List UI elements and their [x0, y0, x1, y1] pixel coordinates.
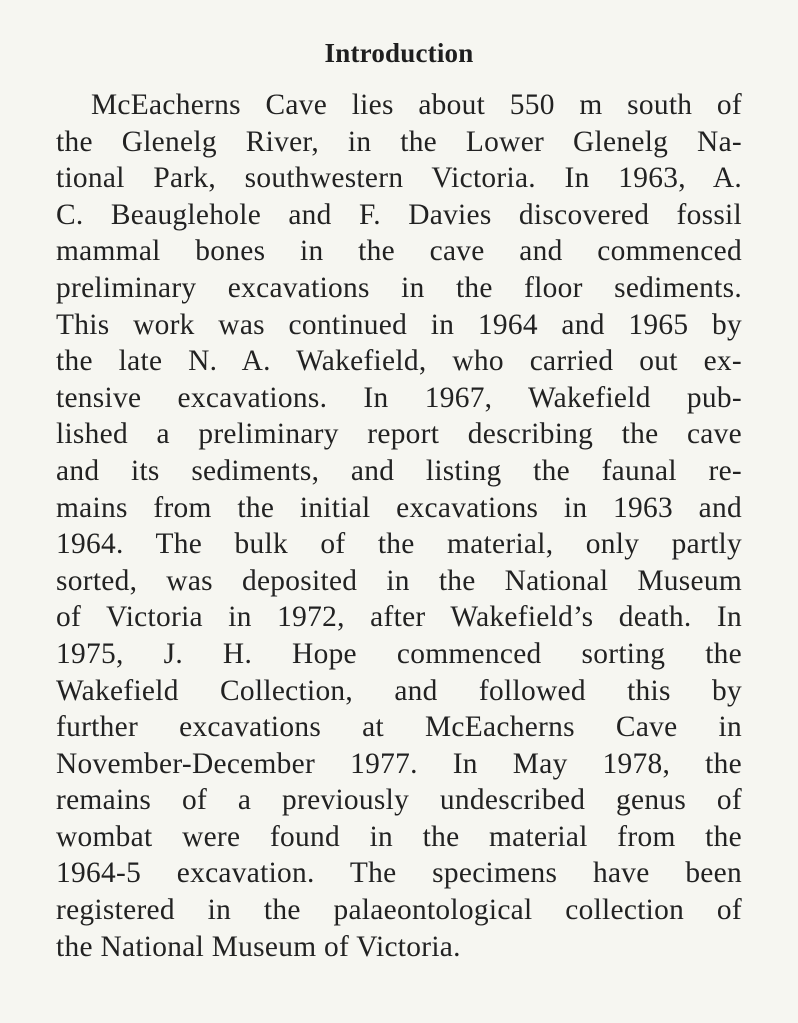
- paragraph-line: remains of a previously undescribed genus of: [56, 784, 742, 817]
- paragraph-line: the Glenelg River, in the Lower Glenelg Na-: [56, 125, 742, 158]
- paragraph-line: McEacherns Cave lies about 550 m south of: [91, 89, 742, 121]
- paragraph-line: sorted, was deposited in the National Museum: [56, 564, 742, 597]
- paragraph-line: This work was continued in 1964 and 1965 by: [56, 308, 742, 341]
- paragraph-line: Wakefield Collection, and followed this by: [56, 674, 742, 707]
- paragraph-line: of Victoria in 1972, after Wakefield’s death. In: [56, 601, 742, 634]
- paragraph-line: C. Beauglehole and F. Davies discovered fossil: [56, 198, 742, 231]
- paragraph-line: wombat were found in the material from the: [56, 820, 742, 853]
- paragraph-line: 1964. The bulk of the material, only partly: [56, 528, 742, 561]
- paragraph-line: November-December 1977. In May 1978, the: [56, 747, 742, 780]
- paragraph-line: the National Museum of Victoria.: [56, 930, 461, 963]
- paragraph-line: mains from the initial excavations in 1963 and: [56, 491, 742, 524]
- introduction-paragraph: [56, 87, 742, 965]
- paragraph-line: lished a preliminary report describing the cave: [56, 418, 742, 451]
- paragraph-line: preliminary excavations in the floor sediments.: [56, 271, 742, 304]
- paragraph-line: mammal bones in the cave and commenced: [56, 235, 742, 268]
- paragraph-line: tensive excavations. In 1967, Wakefield pub-: [56, 381, 742, 414]
- paragraph-line: tional Park, southwestern Victoria. In 1963, A.: [56, 162, 742, 195]
- paragraph-line: registered in the palaeontological collection of: [56, 894, 742, 927]
- paragraph-line: further excavations at McEacherns Cave in: [56, 711, 742, 744]
- paragraph-line: 1975, J. H. Hope commenced sorting the: [56, 637, 742, 670]
- paragraph-line: the late N. A. Wakefield, who carried out ex-: [56, 345, 742, 378]
- paragraph-line: 1964-5 excavation. The specimens have been: [56, 857, 742, 890]
- section-heading: Introduction: [324, 38, 474, 68]
- paragraph-line: and its sediments, and listing the faunal re-: [56, 454, 742, 487]
